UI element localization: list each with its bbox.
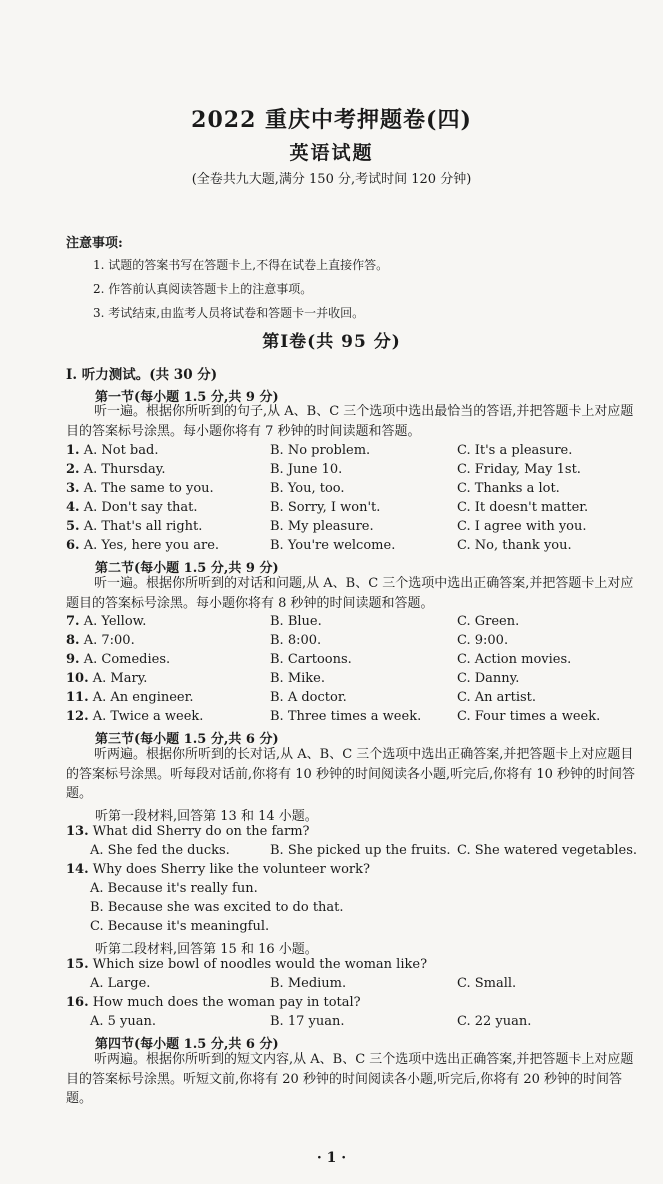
option-a: A. She fed the ducks.	[90, 843, 230, 858]
notice-item: 3. 考试结束,由监考人员将试卷和答题卡一并收回。	[93, 306, 365, 320]
option-a: A. Because it's really fun.	[90, 881, 258, 896]
option-c: C. It doesn't matter.	[457, 500, 589, 515]
notice-title: 注意事项:	[66, 236, 123, 251]
question-row	[66, 671, 646, 690]
option-b: B. Because she was excited to do that.	[90, 900, 344, 915]
subsection-title: 第一节(每小题 1.5 分,共 9 分)	[95, 390, 279, 405]
option-c: C. Friday, May 1st.	[457, 462, 581, 477]
option-c: C. Because it's meaningful.	[90, 919, 270, 934]
option-a: A. The same to you.	[83, 481, 214, 496]
option-c: C. Action movies.	[457, 652, 572, 667]
subsection-title: 第四节(每小题 1.5 分,共 6 分)	[95, 1037, 279, 1052]
option-c: C. No, thank you.	[457, 538, 572, 553]
question-number: 1.	[66, 443, 80, 458]
instructions: 听两遍。根据你所听到的短文内容,从 A、B、C 三个选项中选出正确答案,并把答题卡上对应题目的答案标号涂黑。听短文前,你将有 20 秒钟的时间阅读各小题,听完后,你将有 20 秒钟的时间答题。	[66, 1052, 634, 1106]
question-text: How much does the woman pay in total?	[92, 995, 361, 1010]
question-number: 16.	[66, 995, 89, 1010]
question-row	[66, 652, 646, 671]
option-b: B. Cartoons.	[270, 652, 352, 667]
question-row	[66, 633, 646, 652]
instructions: 听一遍。根据你所听到的对话和问题,从 A、B、C 三个选项中选出正确答案,并把答题卡上对应题目的答案标号涂黑。每小题你将有 8 秒钟的时间读题和答题。	[66, 576, 634, 611]
question-row	[66, 443, 646, 462]
option-a: A. 7:00.	[83, 633, 135, 648]
option-b: B. 17 yuan.	[270, 1014, 345, 1029]
option-a: A. Not bad.	[83, 443, 159, 458]
subsection-title: 第二节(每小题 1.5 分,共 9 分)	[95, 561, 279, 576]
question-stem	[66, 957, 427, 972]
section-title: Ⅰ. 听力测试。(共 30 分)	[66, 367, 218, 383]
option-b: B. My pleasure.	[270, 519, 374, 534]
question-text: Which size bowl of noodles would the woman like?	[92, 957, 428, 972]
question-row	[66, 519, 646, 538]
question-stem	[66, 862, 370, 877]
question-row	[66, 500, 646, 519]
question-number: 14.	[66, 862, 89, 877]
question-number: 13.	[66, 824, 89, 839]
option-b: B. Medium.	[270, 976, 347, 991]
option-a: A. Twice a week.	[92, 709, 204, 724]
option-c: C. It's a pleasure.	[457, 443, 573, 458]
notice-item: 1. 试题的答案书写在答题卡上,不得在试卷上直接作答。	[93, 258, 389, 272]
part-title: 第Ⅰ卷(共 95 分)	[262, 332, 401, 352]
option-c: C. 22 yuan.	[457, 1014, 532, 1029]
exam-meta: (全卷共九大题,满分 150 分,考试时间 120 分钟)	[191, 172, 472, 187]
question-number: 6.	[66, 538, 80, 553]
instructions: 听两遍。根据你所听到的长对话,从 A、B、C 三个选项中选出正确答案,并把答题卡上对应题目的答案标号涂黑。听每段对话前,你将有 10 秒钟的时间阅读各小题,听完后,你将有 10 秒钟的时间答题。	[66, 747, 636, 801]
option-b: B. June 10.	[270, 462, 343, 477]
option-c: C. An artist.	[457, 690, 537, 705]
option-a: A. An engineer.	[92, 690, 194, 705]
option-b: B. Blue.	[270, 614, 322, 629]
option-c: C. I agree with you.	[457, 519, 587, 534]
material-note: 听第一段材料,回答第 13 和 14 小题。	[95, 809, 318, 824]
option-a: A. Yellow.	[83, 614, 147, 629]
question-row	[66, 690, 646, 709]
question-number: 4.	[66, 500, 80, 515]
option-b: B. A doctor.	[270, 690, 347, 705]
question-number: 3.	[66, 481, 80, 496]
subsection-title: 第三节(每小题 1.5 分,共 6 分)	[95, 732, 279, 747]
option-a: A. Yes, here you are.	[83, 538, 220, 553]
material-note: 听第二段材料,回答第 15 和 16 小题。	[95, 942, 318, 957]
page-number: · 1 ·	[316, 1150, 347, 1166]
option-c: C. Danny.	[457, 671, 520, 686]
option-b: B. No problem.	[270, 443, 371, 458]
option-b: B. Mike.	[270, 671, 325, 686]
option-a: A. Comedies.	[83, 652, 171, 667]
option-a: A. Mary.	[92, 671, 148, 686]
question-number: 15.	[66, 957, 89, 972]
question-number: 10.	[66, 671, 89, 686]
option-c: C. Green.	[457, 614, 520, 629]
question-text: What did Sherry do on the farm?	[92, 824, 310, 839]
question-row	[66, 462, 646, 481]
question-number: 2.	[66, 462, 80, 477]
option-b: B. You're welcome.	[270, 538, 396, 553]
option-b: B. She picked up the fruits.	[270, 843, 451, 858]
question-row	[66, 538, 646, 557]
option-b: B. 8:00.	[270, 633, 322, 648]
question-number: 11.	[66, 690, 89, 705]
question-stem	[66, 995, 361, 1010]
option-a: A. Don't say that.	[83, 500, 198, 515]
option-c: C. Four times a week.	[457, 709, 601, 724]
option-c: C. She watered vegetables.	[457, 843, 638, 858]
instructions: 听一遍。根据你所听到的句子,从 A、B、C 三个选项中选出最恰当的答语,并把答题卡上对应题目的答案标号涂黑。每小题你将有 7 秒钟的时间读题和答题。	[66, 404, 634, 439]
option-a: A. Thursday.	[83, 462, 166, 477]
option-a: A. That's all right.	[83, 519, 203, 534]
exam-subject: 英语试题	[289, 142, 374, 164]
question-stem	[66, 824, 310, 839]
option-b: B. Sorry, I won't.	[270, 500, 381, 515]
question-number: 7.	[66, 614, 80, 629]
option-c: C. Small.	[457, 976, 517, 991]
question-row	[66, 614, 646, 633]
question-text: Why does Sherry like the volunteer work?	[92, 862, 370, 877]
option-b: B. You, too.	[270, 481, 345, 496]
question-number: 9.	[66, 652, 80, 667]
question-number: 5.	[66, 519, 80, 534]
option-a: A. Large.	[90, 976, 151, 991]
notice-item: 2. 作答前认真阅读答题卡上的注意事项。	[93, 282, 313, 296]
option-c: C. Thanks a lot.	[457, 481, 560, 496]
option-b: B. Three times a week.	[270, 709, 422, 724]
exam-title: 2022 重庆中考押题卷(四)	[191, 107, 472, 133]
option-c: C. 9:00.	[457, 633, 509, 648]
question-row	[66, 709, 646, 728]
question-number: 8.	[66, 633, 80, 648]
option-a: A. 5 yuan.	[90, 1014, 157, 1029]
question-row	[66, 481, 646, 500]
question-number: 12.	[66, 709, 89, 724]
